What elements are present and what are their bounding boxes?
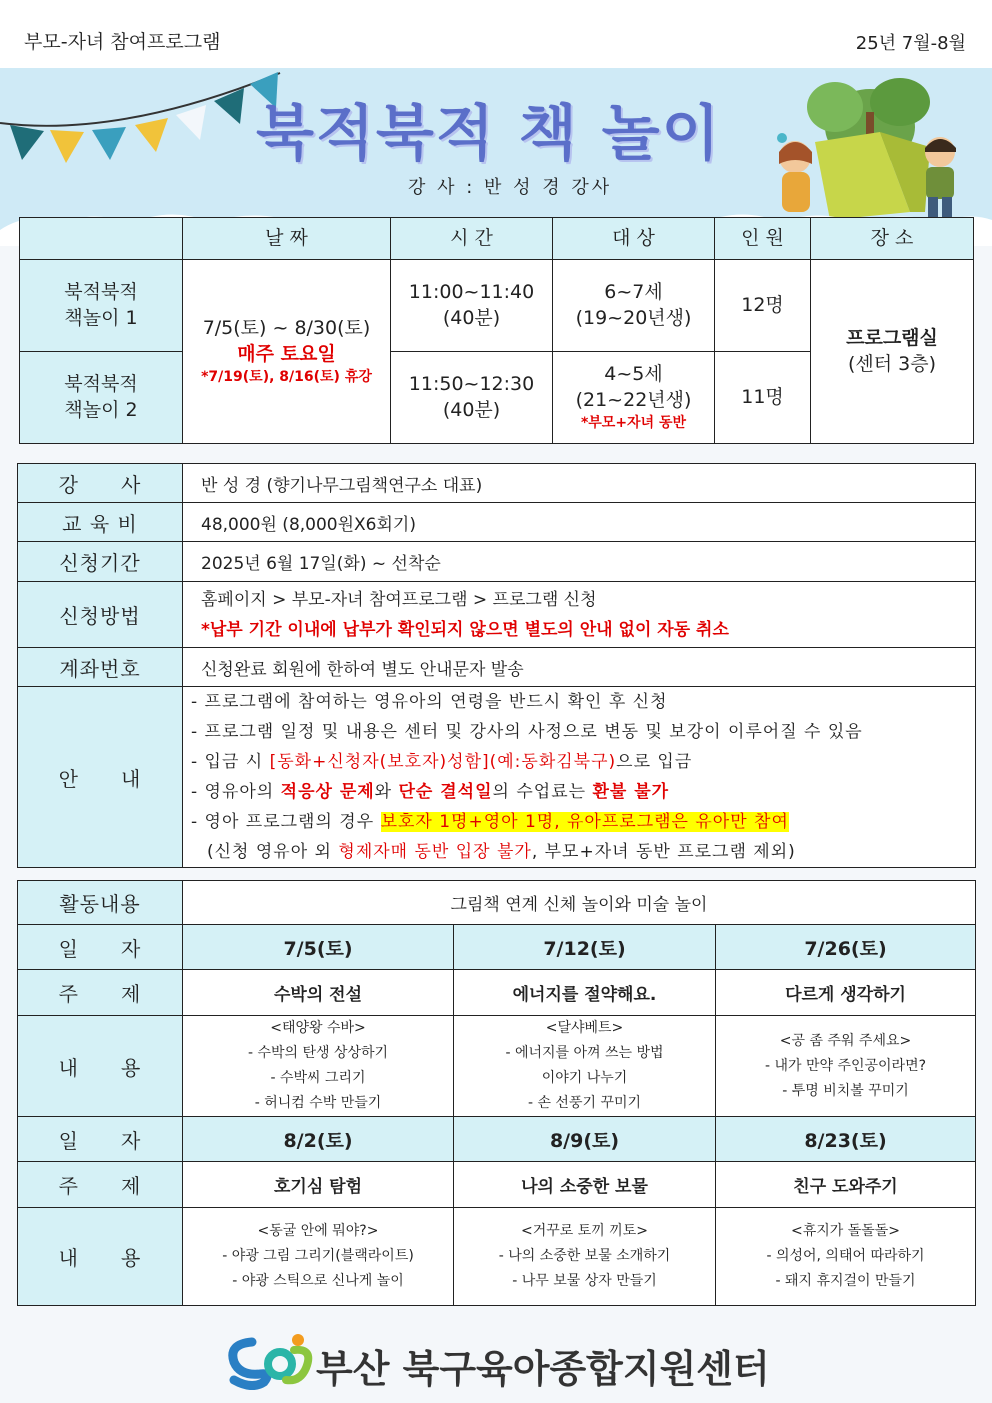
guide-label: 안 내 [18, 687, 183, 868]
account-value: 신청완료 회원에 한하여 별도 안내문자 발송 [183, 648, 976, 687]
guide-text: (신청 영유아 외 [207, 842, 339, 862]
page-title: 북적북적 책 놀이 [256, 99, 722, 169]
session-item: - 에너지를 아껴 쓰는 방법 [505, 1045, 664, 1061]
capacity-1: 12명 [715, 260, 811, 352]
session-theme: 에너지를 절약해요. [454, 970, 716, 1016]
activities-summary: 그림책 연계 신체 놀이와 미술 놀이 [183, 881, 976, 925]
time-2: 11:50~12:30 [408, 372, 535, 395]
session-date: 8/23(토) [716, 1117, 976, 1162]
session-date: 7/12(토) [454, 925, 716, 970]
header-date: 날 짜 [183, 218, 391, 260]
session-theme: 수박의 전설 [183, 970, 454, 1016]
content-label: 내 용 [18, 1208, 183, 1306]
duration-2: (40분) [442, 398, 501, 421]
guide-text: 와 [374, 782, 399, 802]
header-place: 장 소 [811, 218, 974, 260]
session-item: - 의성어, 의태어 따라하기 [766, 1248, 925, 1264]
session-date: 7/5(토) [183, 925, 454, 970]
guide-text: - 입금 시 [191, 752, 270, 772]
method-cell [183, 582, 976, 648]
guide-cell [183, 687, 976, 868]
place-cell [811, 260, 974, 444]
header-target: 대 상 [553, 218, 715, 260]
guide-line-5 [191, 807, 975, 837]
place-sub: (센터 3층) [847, 352, 936, 375]
guide-emphasis: 적응상 문제 [280, 782, 375, 802]
program-name-1: 북적북적 책놀이 1 [20, 260, 183, 352]
session-item: - 야광 스틱으로 신나게 놀이 [232, 1273, 404, 1289]
session-book: <휴지가 돌돌돌> [790, 1223, 901, 1239]
children-reading-illustration [760, 72, 980, 222]
activities-table [17, 880, 976, 1306]
fee-label: 교 육 비 [18, 503, 183, 542]
session-date: 8/2(토) [183, 1117, 454, 1162]
content-label: 내 용 [18, 1016, 183, 1117]
center-name: 부산 북구육아종합지원센터 [316, 1347, 770, 1391]
session-theme: 다르게 생각하기 [716, 970, 976, 1016]
time-cell-1 [391, 260, 553, 352]
date-label: 일 자 [18, 1117, 183, 1162]
instructor-subtitle: 강 사 : 반 성 경 강사 [408, 177, 613, 198]
target-cell-1 [553, 260, 715, 352]
fee-value: 48,000원 (8,000원X6회기) [183, 503, 976, 542]
target-cell-2 [553, 352, 715, 444]
program-period: 25년 7월-8월 [855, 33, 966, 54]
guide-text: - 영아 프로그램의 경우 [191, 812, 381, 832]
method-label: 신청방법 [18, 582, 183, 648]
time-cell-2 [391, 352, 553, 444]
header-capacity: 인 원 [715, 218, 811, 260]
guide-line-6 [191, 837, 975, 867]
guide-emphasis: 단순 결석일 [398, 782, 493, 802]
date-range: 7/5(토) ~ 8/30(토) [202, 317, 371, 340]
date-weekly: 매주 토요일 [237, 343, 336, 366]
duration-1: (40분) [442, 306, 501, 329]
session-book: <동굴 안에 뭐야?> [257, 1223, 379, 1239]
capacity-2: 11명 [715, 352, 811, 444]
session-content [716, 1208, 976, 1306]
instructor-value: 반 성 경 (향기나무그림책연구소 대표) [183, 464, 976, 503]
session-item: - 돼지 휴지걸이 만들기 [775, 1273, 916, 1289]
session-date: 8/9(토) [454, 1117, 716, 1162]
schedule-table [19, 217, 974, 444]
method-warning: *납부 기간 이내에 납부가 확인되지 않으면 별도의 안내 없이 자동 취소 [201, 619, 729, 640]
guide-line-2: - 프로그램 일정 및 내용은 센터 및 강사의 사정으로 변동 및 보강이 이루어질 수 있음 [191, 722, 863, 742]
guide-line-3 [191, 747, 975, 777]
note-2: *부모+자녀 동반 [580, 414, 687, 431]
guide-emphasis: 환불 불가 [592, 782, 670, 802]
account-label: 계좌번호 [18, 648, 183, 687]
theme-label: 주 제 [18, 970, 183, 1016]
session-theme: 호기심 탐험 [183, 1162, 454, 1208]
session-content [716, 1016, 976, 1117]
guide-text: , 부모+자녀 동반 프로그램 제외) [531, 842, 796, 862]
session-book: <태양왕 수바> [270, 1020, 366, 1036]
session-item: - 나무 보물 상자 만들기 [512, 1273, 657, 1289]
session-content [183, 1208, 454, 1306]
theme-label: 주 제 [18, 1162, 183, 1208]
session-item: - 수박의 탄생 상상하기 [247, 1045, 389, 1061]
session-item: - 나의 소중한 보물 소개하기 [498, 1248, 671, 1264]
session-book: <공 좀 주워 주세요> [779, 1032, 912, 1049]
session-book: <거꾸로 토끼 끼토> [520, 1223, 649, 1239]
age-1: 6~7세 [604, 280, 663, 303]
session-item: - 야광 그림 그리기(블랙라이트) [222, 1248, 414, 1264]
guide-emphasis: 형제자매 동반 입장 불가 [338, 842, 532, 862]
guide-line-4 [191, 777, 975, 807]
header-blank-cell [20, 218, 183, 260]
session-book: <달샤베트> [545, 1020, 624, 1036]
session-item: 이야기 나누기 [541, 1070, 628, 1086]
period-value: 2025년 6월 17일(화) ~ 선착순 [183, 542, 976, 582]
guide-deposit-format: [동화+신청자(보호자)성함](예:동화김북구) [269, 752, 617, 772]
session-date: 7/26(토) [716, 925, 976, 970]
date-label: 일 자 [18, 925, 183, 970]
center-logo-icon [222, 1330, 314, 1390]
guide-line-1: - 프로그램에 참여하는 영유아의 연령을 반드시 확인 후 신청 [191, 692, 668, 712]
bunting-decoration [0, 68, 300, 168]
period-label: 신청기간 [18, 542, 183, 582]
place: 프로그램실 [846, 326, 938, 349]
guide-text: 의 수업료는 [492, 782, 593, 802]
birth-2: (21~22년생) [575, 389, 692, 412]
program-category: 부모-자녀 참여프로그램 [24, 31, 221, 53]
birth-1: (19~20년생) [575, 306, 692, 329]
session-theme: 친구 도와주기 [716, 1162, 976, 1208]
session-item: - 허니컴 수박 만들기 [254, 1095, 382, 1111]
guide-text: 으로 입금 [616, 752, 693, 772]
time-1: 11:00~11:40 [408, 280, 535, 303]
header-time: 시 간 [391, 218, 553, 260]
activities-label: 활동내용 [18, 881, 183, 925]
program-name-2: 북적북적 책놀이 2 [20, 352, 183, 444]
date-break: *7/19(토), 8/16(토) 휴강 [201, 368, 372, 385]
instructor-label: 강 사 [18, 464, 183, 503]
info-table [17, 463, 976, 868]
method-value: 홈페이지 > 부모-자녀 참여프로그램 > 프로그램 신청 [201, 589, 597, 610]
session-content [454, 1016, 716, 1117]
guide-text: - 영유아의 [191, 782, 281, 802]
session-item: - 수박씨 그리기 [270, 1070, 366, 1086]
footer [222, 1330, 770, 1391]
top-bar [0, 0, 992, 68]
age-2: 4~5세 [604, 363, 663, 386]
session-item: - 내가 만약 주인공이라면? [764, 1057, 927, 1074]
session-content [454, 1208, 716, 1306]
session-item: - 손 선풍기 꾸미기 [527, 1095, 642, 1111]
guide-highlight: 보호자 1명+영아 1명, 유아프로그램은 유아만 참여 [380, 812, 789, 832]
session-item: - 투명 비치볼 꾸미기 [782, 1082, 909, 1099]
session-content [183, 1016, 454, 1117]
session-theme: 나의 소중한 보물 [454, 1162, 716, 1208]
date-cell [183, 260, 391, 444]
